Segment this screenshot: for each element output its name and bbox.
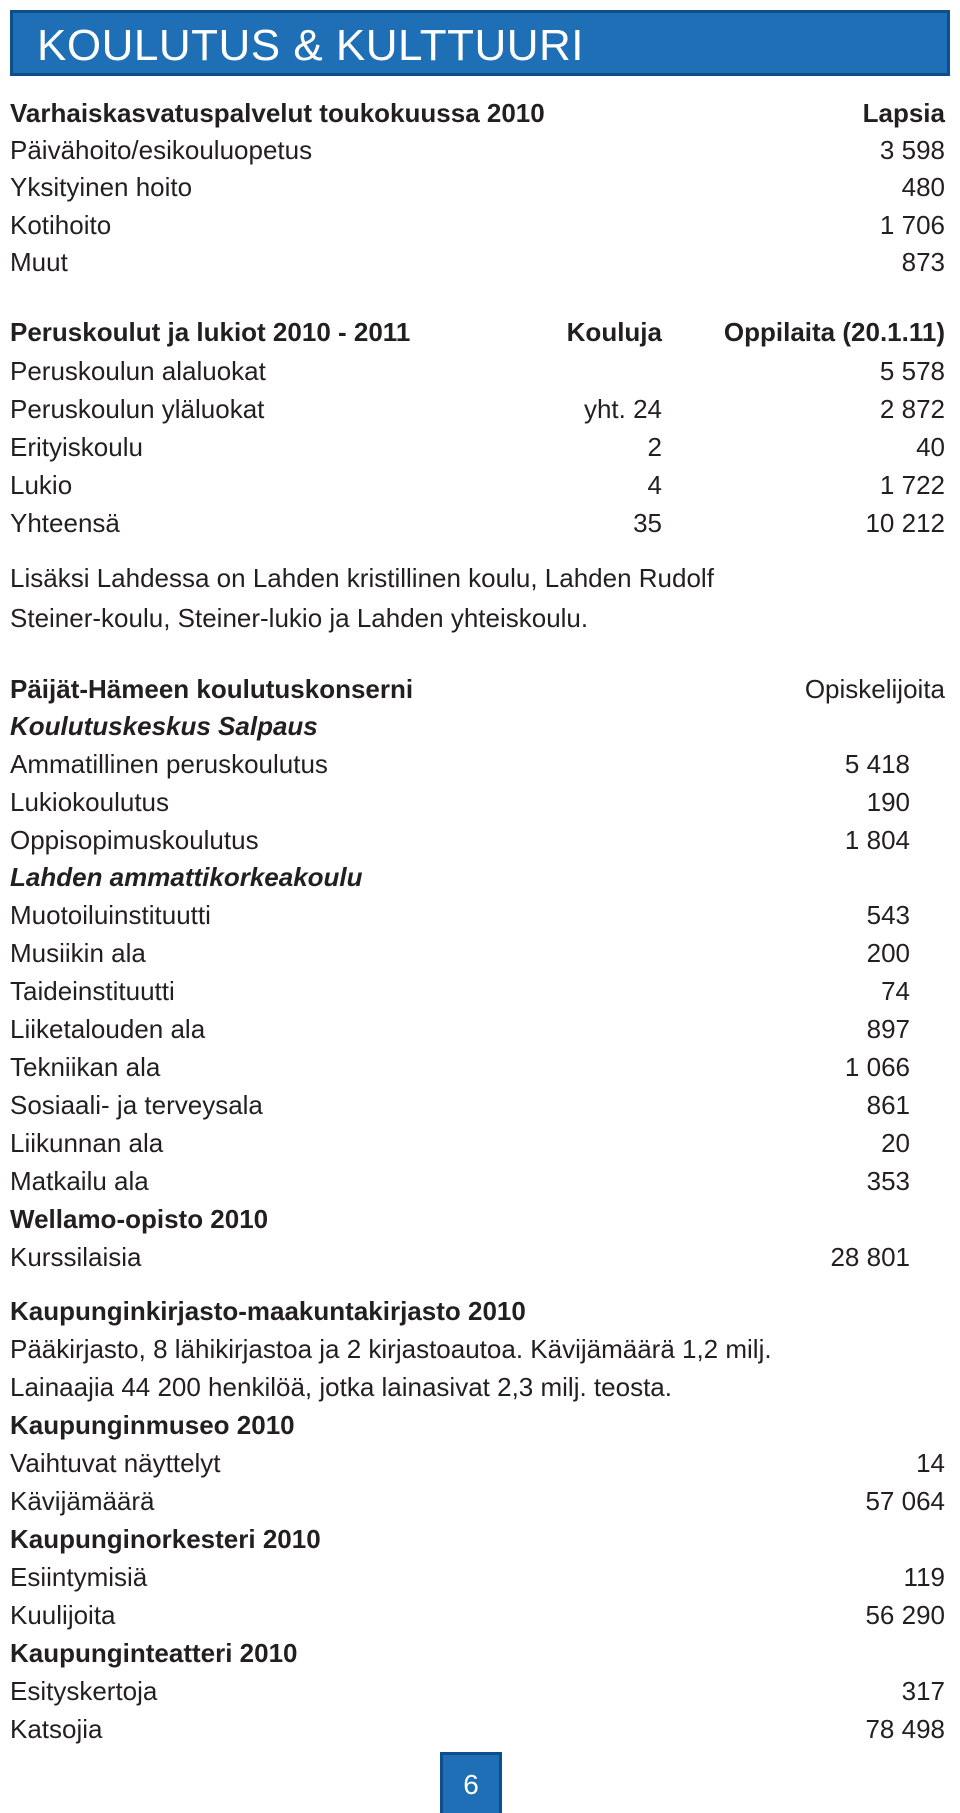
table-row (10, 131, 945, 169)
row-label: Musiikin ala (10, 938, 146, 968)
museo-heading: Kaupunginmuseo 2010 (10, 1410, 295, 1440)
table-row (10, 821, 945, 859)
page-number-box (440, 1752, 502, 1813)
kirjasto-heading-row (10, 1292, 945, 1330)
table-row (10, 466, 945, 504)
row-label: Kävijämäärä (10, 1486, 155, 1516)
wellamo-heading: Wellamo-opisto 2010 (10, 1204, 269, 1234)
row-label: Vaihtuvat näyttelyt (10, 1448, 221, 1478)
peruskoulut-note-line-1: Lisäksi Lahdessa on Lahden kristillinen koulu, Lahden Rudolf (10, 563, 714, 593)
row-label: Muotoiluinstituutti (10, 900, 211, 930)
row-value: 873 (901, 247, 945, 277)
table-row (10, 1444, 945, 1482)
table-row (10, 390, 945, 428)
table-row (10, 934, 945, 972)
kouluja-value: yht. 24 (583, 394, 662, 424)
table-row (10, 243, 945, 281)
varhaiskasvatus-heading-row (10, 94, 945, 132)
row-value: 543 (866, 900, 910, 930)
oppilaita-value: 2 872 (879, 394, 945, 424)
wellamo-heading-row (10, 1200, 945, 1238)
table-row (10, 1482, 945, 1520)
amk-heading: Lahden ammattikorkeakoulu (10, 862, 363, 892)
table-row (10, 1048, 945, 1086)
table-row (10, 1010, 945, 1048)
section-header-banner (10, 10, 950, 76)
row-value: 1 706 (879, 210, 945, 240)
table-row (10, 1558, 945, 1596)
salpaus-heading-row (10, 707, 945, 745)
table-row (10, 1124, 945, 1162)
kirjasto-line-1 (10, 1330, 945, 1368)
row-value: 353 (866, 1166, 910, 1196)
table-row (10, 896, 945, 934)
oppilaita-value: 5 578 (879, 356, 945, 386)
row-label: Ammatillinen peruskoulutus (10, 749, 328, 779)
table-row (10, 1672, 945, 1710)
row-label: Oppisopimuskoulutus (10, 825, 259, 855)
peruskoulut-heading-row (10, 313, 945, 351)
row-label: Muut (10, 247, 68, 277)
amk-heading-row (10, 858, 945, 896)
row-label: Taideinstituutti (10, 976, 175, 1006)
row-value: 5 418 (844, 749, 910, 779)
row-value: 3 598 (879, 135, 945, 165)
row-label: Sosiaali- ja terveysala (10, 1090, 263, 1120)
table-row (10, 206, 945, 244)
row-label: Katsojia (10, 1714, 103, 1744)
kirjasto-text: Lainaajia 44 200 henkilöä, jotka lainasivat 2,3 milj. teosta. (10, 1372, 672, 1402)
row-label: Lukio (10, 470, 73, 500)
koulutuskonserni-heading: Päijät-Hämeen koulutuskonserni (10, 674, 414, 704)
page-title: KOULUTUS & KULTTUURI (37, 21, 585, 70)
oppilaita-value: 40 (916, 432, 945, 462)
row-label: Liiketalouden ala (10, 1014, 206, 1044)
table-row (10, 352, 945, 390)
row-value: 480 (901, 172, 945, 202)
row-value: 897 (866, 1014, 910, 1044)
table-row (10, 1710, 945, 1748)
kouluja-column-header: Kouluja (566, 317, 662, 347)
row-value: 200 (866, 938, 910, 968)
row-label: Esityskertoja (10, 1676, 158, 1706)
oppilaita-column-header: Oppilaita (20.1.11) (723, 317, 945, 347)
table-row (10, 1238, 945, 1276)
table-row (10, 972, 945, 1010)
row-label: Tekniikan ala (10, 1052, 161, 1082)
kouluja-value: 2 (647, 432, 662, 462)
row-label: Erityiskoulu (10, 432, 143, 462)
koulutuskonserni-heading-row (10, 670, 945, 708)
peruskoulut-heading: Peruskoulut ja lukiot 2010 - 2011 (10, 317, 411, 347)
table-row-total (10, 504, 945, 542)
varhaiskasvatus-column-header: Lapsia (862, 98, 945, 128)
peruskoulut-note-line-2: Steiner-koulu, Steiner-lukio ja Lahden yhteiskoulu. (10, 603, 589, 633)
row-value: 14 (916, 1448, 945, 1478)
table-row (10, 168, 945, 206)
row-value: 190 (866, 787, 910, 817)
row-label: Kotihoito (10, 210, 112, 240)
teatteri-heading-row (10, 1634, 945, 1672)
table-row (10, 1086, 945, 1124)
oppilaita-value: 1 722 (879, 470, 945, 500)
kirjasto-line-2 (10, 1368, 945, 1406)
row-label: Päivähoito/esikouluopetus (10, 135, 313, 165)
table-row (10, 745, 945, 783)
salpaus-heading: Koulutuskeskus Salpaus (10, 711, 318, 741)
museo-heading-row (10, 1406, 945, 1444)
orkesteri-heading: Kaupunginorkesteri 2010 (10, 1524, 321, 1554)
kirjasto-text: Pääkirjasto, 8 lähikirjastoa ja 2 kirjastoautoa. Kävijämäärä 1,2 milj. (10, 1334, 772, 1364)
row-value: 57 064 (865, 1486, 945, 1516)
row-value: 74 (881, 976, 910, 1006)
oppilaita-value: 10 212 (865, 508, 945, 538)
table-row (10, 428, 945, 466)
teatteri-heading: Kaupunginteatteri 2010 (10, 1638, 298, 1668)
row-label: Kuulijoita (10, 1600, 116, 1630)
row-label: Peruskoulun alaluokat (10, 356, 266, 386)
row-value: 861 (866, 1090, 910, 1120)
row-value: 56 290 (865, 1600, 945, 1630)
row-value: 1 066 (844, 1052, 910, 1082)
row-label: Yhteensä (10, 508, 120, 538)
table-row (10, 1596, 945, 1634)
row-value: 317 (901, 1676, 945, 1706)
row-label: Liikunnan ala (10, 1128, 164, 1158)
orkesteri-heading-row (10, 1520, 945, 1558)
row-label: Yksityinen hoito (10, 172, 193, 202)
row-value: 28 801 (830, 1242, 910, 1272)
row-label: Kurssilaisia (10, 1242, 142, 1272)
row-label: Matkailu ala (10, 1166, 149, 1196)
varhaiskasvatus-heading: Varhaiskasvatuspalvelut toukokuussa 2010 (10, 98, 545, 128)
kouluja-value: 35 (633, 508, 662, 538)
opiskelijoita-column-header: Opiskelijoita (804, 674, 945, 704)
row-value: 1 804 (844, 825, 910, 855)
kouluja-value: 4 (647, 470, 662, 500)
row-label: Esiintymisiä (10, 1562, 148, 1592)
table-row (10, 1162, 945, 1200)
row-value: 78 498 (865, 1714, 945, 1744)
row-label: Lukiokoulutus (10, 787, 169, 817)
row-label: Peruskoulun yläluokat (10, 394, 265, 424)
row-value: 20 (881, 1128, 910, 1158)
table-row (10, 783, 945, 821)
row-value: 119 (903, 1562, 945, 1592)
kirjasto-heading: Kaupunginkirjasto-maakuntakirjasto 2010 (10, 1296, 526, 1326)
page-number: 6 (463, 1769, 479, 1800)
